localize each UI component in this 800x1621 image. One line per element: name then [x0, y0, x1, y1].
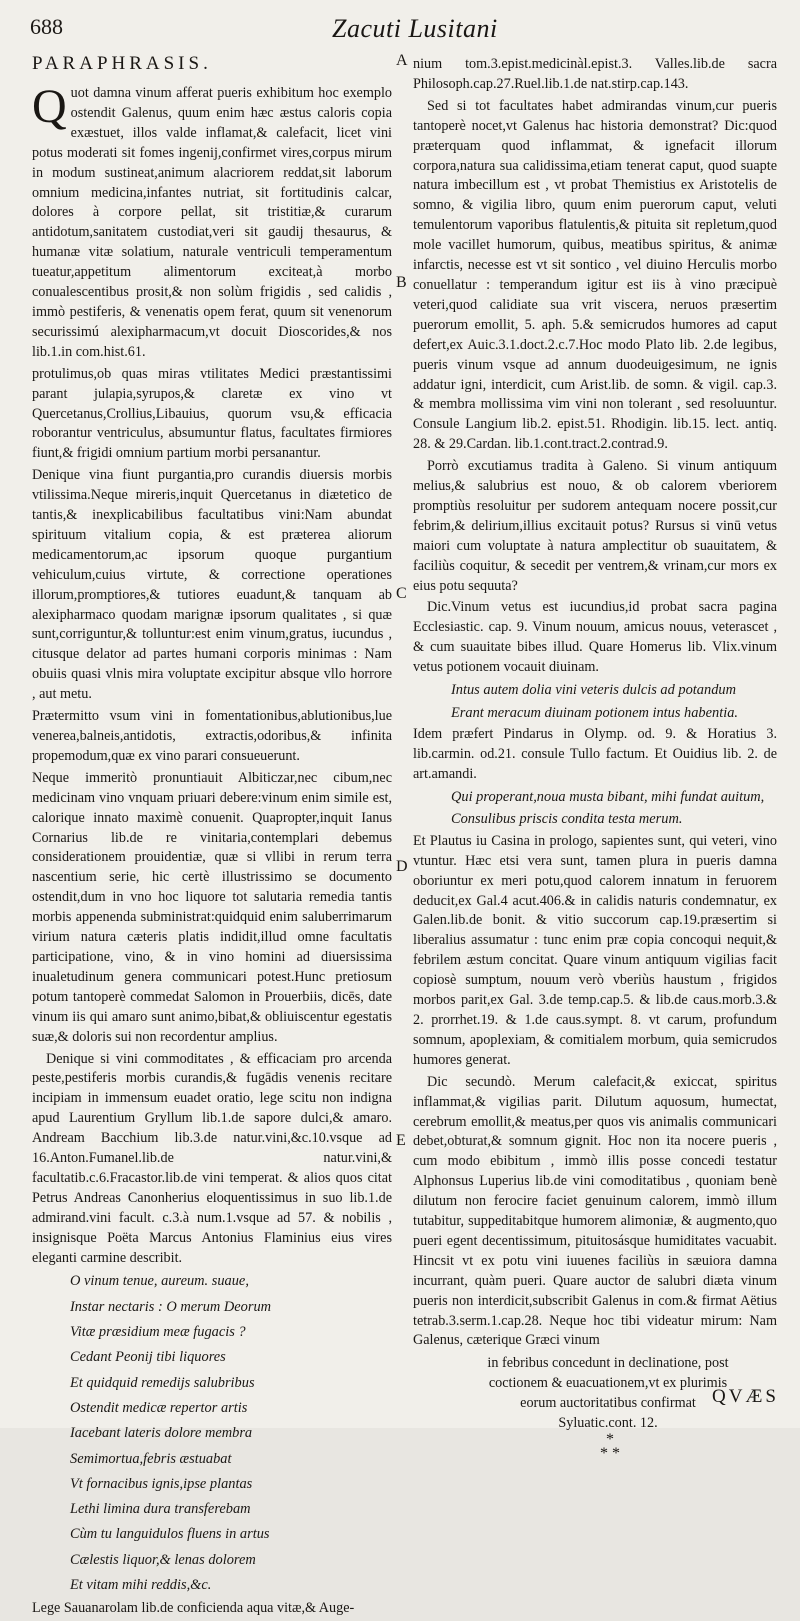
verse-line: Lethi limina dura transferebam: [70, 1501, 251, 1518]
verse-line: Vt fornacibus ignis,ipse plantas: [70, 1475, 253, 1492]
verse-line: Qui properant,noua musta bibant, mihi fundat auitum,: [451, 788, 765, 805]
paragraph: Idem præfert Pindarus in Olymp. od. 9. & Horatius 3. lib.carmin. od.21. consule Tullo factum. Et Ouidius lib. 2. de art.amandi.: [413, 726, 777, 782]
verse-line: Intus autem dolia vini veteris dulcis ad potandum: [451, 682, 736, 699]
verse-line: Et quidquid remedijs salubribus: [70, 1374, 255, 1391]
closing-line: eorum auctoritatibus confirmat: [520, 1395, 696, 1412]
verse-line: Cedant Peonij tibi liquores: [70, 1349, 226, 1366]
margin-letter-d: D: [396, 858, 408, 875]
verse-line: Semimortua,febris æstuabat: [70, 1450, 232, 1467]
paragraph: [32, 80, 392, 363]
margin-letter-a: A: [396, 52, 408, 69]
paragraph: Dic.Vinum vetus est iucundius,id probat sacra pagina Ecclesiastic. cap. 9. Vinum nouum, amicus nouus, veterascet , & cum suauitate bibes illud. Quare Homerus lib. Vlix.vinum vetus potionem vocauit diuinam.: [413, 599, 777, 676]
paragraph: Porrò excutiamus tradita à Galeno. Si vinum antiquum melius,& salubrius est nouo, & ob calorem vberiorem promptiùs resoluitur per sudorem antequam nocere possit,cur febrim,& delirium,illius excitauit potus? Rursus si vinū vetus maiori cum voluptate à natura amplectitur ob suauitatem, & faciliùs coquitur, & secedit per ventrem,& vrinam,cur mors ex eius potu sequuta?: [413, 458, 777, 594]
verse-line: Ostendit medicæ repertor artis: [70, 1399, 248, 1416]
verse-line: O vinum tenue, aureum. suaue,: [70, 1273, 249, 1290]
verse-line: Iacebant lateris dolore membra: [70, 1425, 253, 1442]
paragraph: nium tom.3.epist.medicinàl.epist.3. Valles.lib.de sacra Philosoph.cap.27.Ruel.lib.1.de nat.stirp.cap.143.: [413, 56, 777, 92]
paragraph-text: uot damna vinum afferat pueris exhibitum hoc exemplo ostendit Galenus, quum enim hæc æstus caloris copia exæstuet, illos valde inflamat,& calefacit, licet vini potus moderati sit fomes ingenij,confirmet vires,corpus mirum in modum sustineat,animum alacriorem reddat,sit laborum omnium medicina,infantes nutriat, sit fortitudinis calcar, dolores à corpore pellat, sit tristitiæ,& curarum antidotum,sanitatem custodiat,veri sit gaudij thesaurus, & humanæ vitæ solatium, naturale ventriculi temperamentum tueatur,appetitum alimentorum exciteat,à morbo conualescentibus prosit,& non solùm frigidis , sed calidis , immò pestiferis, & venenatis opem ferat, quum sit venenorum securissimú alexipharmacum,vt docuit Dioscorides,& nos lib.1.in com.hist.61.: [32, 85, 392, 360]
margin-letter-c: C: [396, 585, 407, 602]
verse-line: Vitæ præsidium meæ fugacis ?: [70, 1324, 246, 1341]
verse-line: Consulibus priscis condita testa merum.: [451, 811, 683, 828]
ornament-stars: * *: [600, 1445, 620, 1463]
citation-line: Syluatic.cont. 12.: [558, 1415, 658, 1432]
verse-line: Cælestis liquor,& lenas dolorem: [70, 1551, 256, 1568]
paragraph: Et Plautus iu Casina in prologo, sapientes sunt, qui veteri, vino vtuntur. Hæc etsi vera sunt, tamen plura in pueris damna oboriuntur ex meri potu,quod calorem innatum in feruorem deducit,ex Gal.4 acut.406.& in calidis naturis condemnatur, ex Galen.lib.de bonit. & vitio succorum cap.19.præsertim si liberalius assumatur : tunc enim præ copia concoqui nequit,& febrilem æstum concitat. Quare vinum antiquum vigilias facit copiosè sumptum, nouum verò vberiùs haustum , frigidos morbos parit,ex Gal. 3.de temp.cap.5. & lib.de caus.morb.3.& 2. prorrhet.19. & 1.de caus.sympt. 8. vt carum, profundum somnum, apoplexiam, & comitialem morbum, quia semicrudos humores generat.: [413, 832, 777, 1068]
left-column: [32, 52, 392, 1621]
catchword: QVÆS: [712, 1386, 779, 1407]
page-number: 688: [30, 14, 63, 39]
margin-letter-b: B: [396, 274, 407, 291]
paragraph: Sed si tot facultates habet admirandas vinum,cur pueris tantoperè nocet,vt Galenus hac historia demonstrat? Dic:quod præterquam quod inflammat, & ignefacit illorum corpora,natura sua calidissima,etiam tenerat caput, quod suapte natura imbecillum est , vt probat Themistius ex Aristotelis de somno, & vigilia libro, quum enim puerorum caput, veluti temulentorum vaporibus flatulentis,& pituita sit repletum,quod mole vacillet humorum, quibus, meatibus spiritus, & animæ infarctis, necesse est vt sit sontico , vel diuino Herculis morbo conuellatur : temperandum igitur est iis à vino præcipuè veteri,quod calidiate sua vrit viscera, neruos præsertim puerorum emollit, 5. aph. 5.& semicrudos humores ad caput defert,ex Auic.3.1.doct.2.c.7.Hoc modo Plato lib. 2.de legibus, pueris vinum vsque ad annum duodeuigesimum, ne ignis addatur igni, interdicit, cum Arist.lib. de somn. & vigil. cap.3. & membra mollissima vim vini non tolerant , sed resoluuntur. Consule Langium lib.2. epist.51. Rhodigin. lib.15. lect. antiq. 28. & 29.Cardan. lib.1.cont.tract.2.contrad.9.: [413, 97, 777, 453]
verse-line: Instar nectaris : O merum Deorum: [70, 1298, 272, 1315]
section-heading: PARAPHRASIS.: [32, 53, 212, 74]
paragraph: Prætermitto vsum vini in fomentationibus,ablutionibus,lue venerea,balneis,antidotis, extractis,odoribus,& infinita propemodum,quæ ex vino parari consueuerunt.: [32, 708, 392, 764]
ornament-stars: *: [606, 1431, 614, 1449]
verse-line: Et vitam mihi reddis,&c.: [70, 1577, 212, 1594]
paragraph: Dic secundò. Merum calefacit,& exiccat, spiritus inflammat,& vigilias parit. Dilutum aquosum, humectat, cerebrum emollit,& meatus,per quos vis animalis communicari debet,obturat,& somnum gignit. Hoc non ita nocere pueris , cum modo ebibitum , immò illis posse concedi testatur Alphonsus Luperius lib.de vini comoditatibus , quoniam benè dilutum non ferocire faciet genuinum calorem, immò illum tutabitur, suppeditabitque humorem alimoniæ, & augmento,quo pueri egent decentissimum, pituitosásque humiditates vacuabit. Hincsit vt ex potu vini iuuenes faciliùs in sæuiora damna incurrant, quàm pueri. Quare auctor de salubri diæta vinum pueris non interdicit,subscribit Galenus in com.& firmat Aëtius tetrab.3.serm.1.cap.28. Neque hoc tibi videatur mirum: Nam Galenus, cæterique Græci vinum: [413, 1073, 777, 1349]
running-title: Zacuti Lusitani: [332, 14, 498, 43]
paragraph: Denique vina fiunt purgantia,pro curandis diuersis morbis vtilissima.Neque mireris,inquit Quercetanus in diætetico de tantis,& inexplicabilibus facultatibus vini:Nam abundat spirituum vitalium copia, & est præterea aliorum medicamentorum,ac ipsorum quoque purgantium vehiculum,cuius virtute, & correctione operationes illorum,promptiores,& tutiores euadunt,& tanquam ab alexipharmaco quodam marignæ ipsorum qualitates , si quæ sunt,corriguntur,& tolluntur:est enim vinum,gratus, iucundus , citusque delator ad partes humani corporis minimas : Nam obuiis quasi vlnis mira voluptate excipitur absque vllo horrore , aut metu.: [32, 467, 392, 703]
closing-line: Lege Sauanarolam lib.de conficienda aqua vitæ,& Auge-: [32, 1600, 355, 1617]
drop-capital: Q: [32, 80, 67, 133]
margin-letter-e: E: [396, 1132, 406, 1149]
paragraph: Neque immeritò pronuntiauit Albiticzar,nec cibum,nec medicinam vino vnquam priuari debere:vinum enim simile est, calorique innato maximè conuenit. Quapropter,inquit Ianus Cornarius lib.de re vinitaria,contemplari debemus considerationem prouidentiæ, quæ si vllibi in rerum terra nascentium serie, hic certè illustrissimo se documento ostendit,dum in vno hoc liquore tot salutaria remedia tantis morbis appenenda subministrat:quidquid enim saluberrimarum virium natura cæteris platis indidit,illud omne facultatis participatione, vino, & in vino homini ad diuersissima inualetudinum genera communicari potest.Hunc pretiosum potum tantoperè commedat Salomon in Prouerbiis, dicēs, date vinum iis qui amaro sunt animo,bibat,& obliuiscentur egestatis suæ,& doloris sui non recordentur amplius.: [32, 769, 392, 1045]
paragraph: Denique si vini commoditates , & efficaciam pro arcenda peste,pestiferis morbis curandis,& fugādis venenis recitare incipiam in immensum euadet oratio, lege scitu non indigna apud Laurentium Gryllum lib.1.de sapore dulci,& amaro. Andream Bacchium lib.3.de natur.vini,&c.10.vsque ad 16.Anton.Fumanel.lib.de natur.vini,& facultatib.c.6.Fracastor.lib.de vini temperat. & alios quos citat Petrus Andreas Canonherius eloquentissimus in suo lib.1.de admirand.vini facult. c.3.à num.1.vsque ad 57. & nobilis , insignisque Poëta Marcus Antonius Flaminius eius vires eleganti carmine describit.: [32, 1050, 392, 1266]
closing-line: in febribus concedunt in declinatione, post: [487, 1355, 729, 1372]
paragraph: protulimus,ob quas miras vtilitates Medici præstantissimi parant julapia,syrupos,& claretæ ex vino vt Quercetanus,Crollius,Libauius, quorum vsu,& efficacia roborantur ventriculus, absumuntur flatus, facultates firmiores fiunt,& frigidi omnium partium morbi persanantur.: [32, 365, 392, 462]
verse-line: Erant meracum diuinam potionem intus habentia.: [451, 704, 738, 721]
verse-line: Cùm tu languidulos fluens in artus: [70, 1526, 270, 1543]
right-column: [413, 52, 777, 1461]
closing-line: coctionem & euacuationem,vt ex plurimis: [488, 1375, 728, 1392]
